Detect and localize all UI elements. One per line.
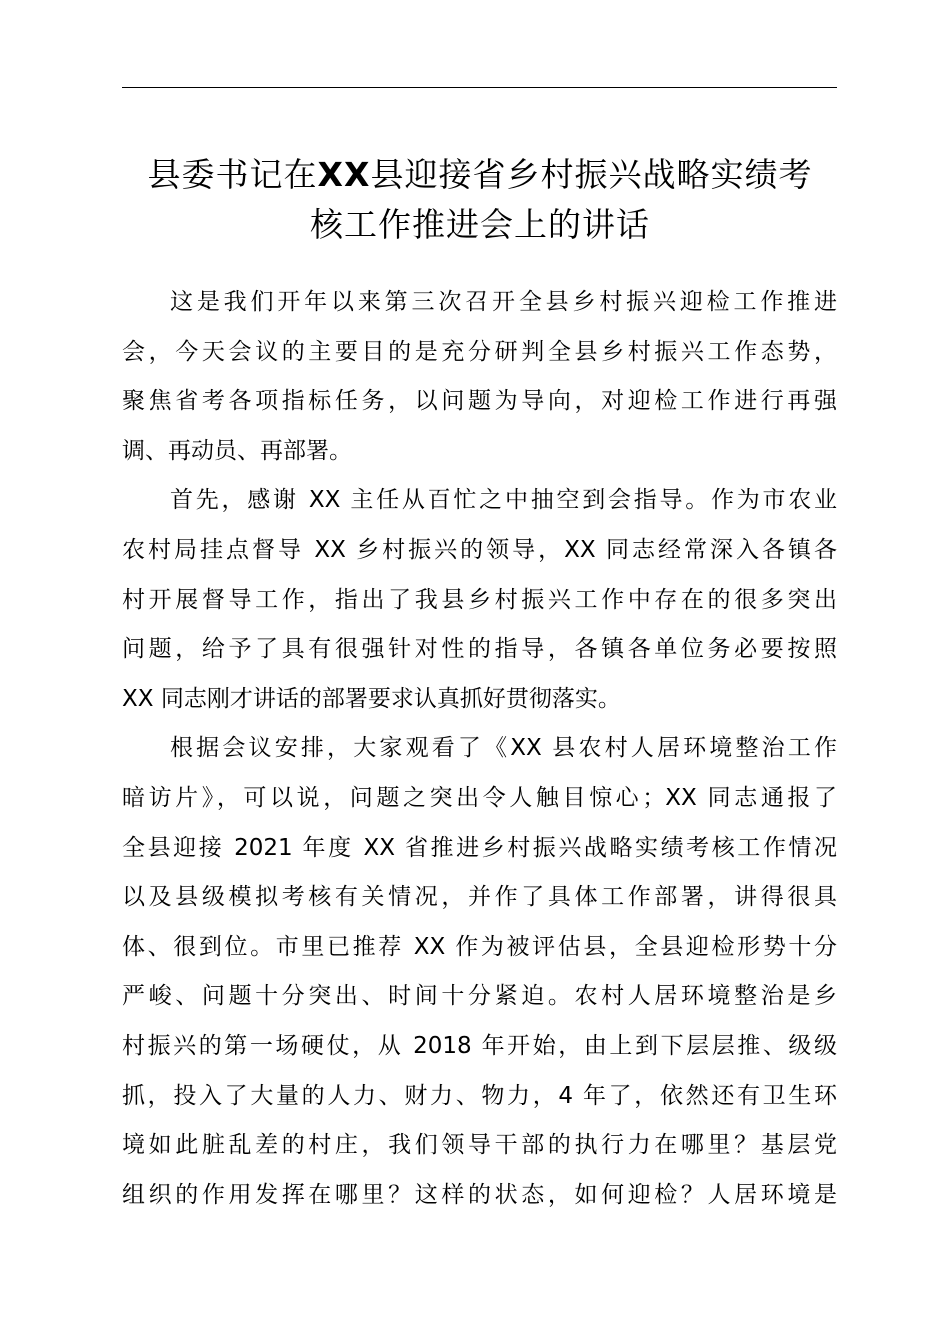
paragraph-2-line: 村开展督导工作，指出了我县乡村振兴工作中存在的很多突出: [122, 586, 837, 613]
paragraph-2-line: XX 同志刚才讲话的部署要求认真抓好贯彻落实。: [122, 685, 621, 712]
paragraph-2-line: 农村局挂点督导 XX 乡村振兴的领导，XX 同志经常深入各镇各: [122, 536, 837, 563]
paragraph-3-line: 组织的作用发挥在哪里？这样的状态，如何迎检？人居环境是: [122, 1181, 837, 1208]
document-body: [122, 278, 837, 1220]
title-line-1: 县委书记在XX县迎接省乡村振兴战略实绩考: [147, 155, 813, 194]
paragraph-3-line: 体、很到位。市里已推荐 XX 作为被评估县，全县迎检形势十分: [122, 933, 837, 960]
paragraph-1-line: 会，今天会议的主要目的是充分研判全县乡村振兴工作态势，: [122, 338, 837, 365]
paragraph-3-line: 村振兴的第一场硬仗，从 2018 年开始，由上到下层层推、级级: [122, 1032, 837, 1059]
paragraph-2-line: 问题，给予了具有很强针对性的指导，各镇各单位务必要按照: [122, 636, 837, 663]
document-title: [110, 150, 850, 250]
paragraph-1-line: 调、再动员、再部署。: [122, 437, 352, 464]
title-line-2: 核工作推进会上的讲话: [310, 205, 650, 244]
paragraph-1-line: 这是我们开年以来第三次召开全县乡村振兴迎检工作推进: [170, 289, 837, 315]
paragraph-3-line: 严峻、问题十分突出、时间十分紧迫。农村人居环境整治是乡: [122, 983, 837, 1010]
paragraph-1-line: 聚焦省考各项指标任务，以问题为导向，对迎检工作进行再强: [122, 388, 837, 415]
paragraph-3-line: 以及县级模拟考核有关情况，并作了具体工作部署，讲得很具: [122, 884, 837, 911]
paragraph-3-line: 抓，投入了大量的人力、财力、物力，4 年了，依然还有卫生环: [122, 1082, 837, 1109]
title-bold-placeholder: XX: [317, 155, 371, 194]
paragraph-3-line: 暗访片》，可以说，问题之突出令人触目惊心；XX 同志通报了: [122, 784, 837, 811]
header-rule: [122, 87, 837, 88]
paragraph-3-line: 全县迎接 2021 年度 XX 省推进乡村振兴战略实绩考核工作情况: [122, 834, 837, 861]
paragraph-3-line: 境如此脏乱差的村庄，我们领导干部的执行力在哪里？基层党: [122, 1132, 837, 1159]
paragraph-3-line: 根据会议安排，大家观看了《XX 县农村人居环境整治工作: [170, 735, 837, 762]
paragraph-2-line: 首先，感谢 XX 主任从百忙之中抽空到会指导。作为市农业: [170, 487, 837, 514]
